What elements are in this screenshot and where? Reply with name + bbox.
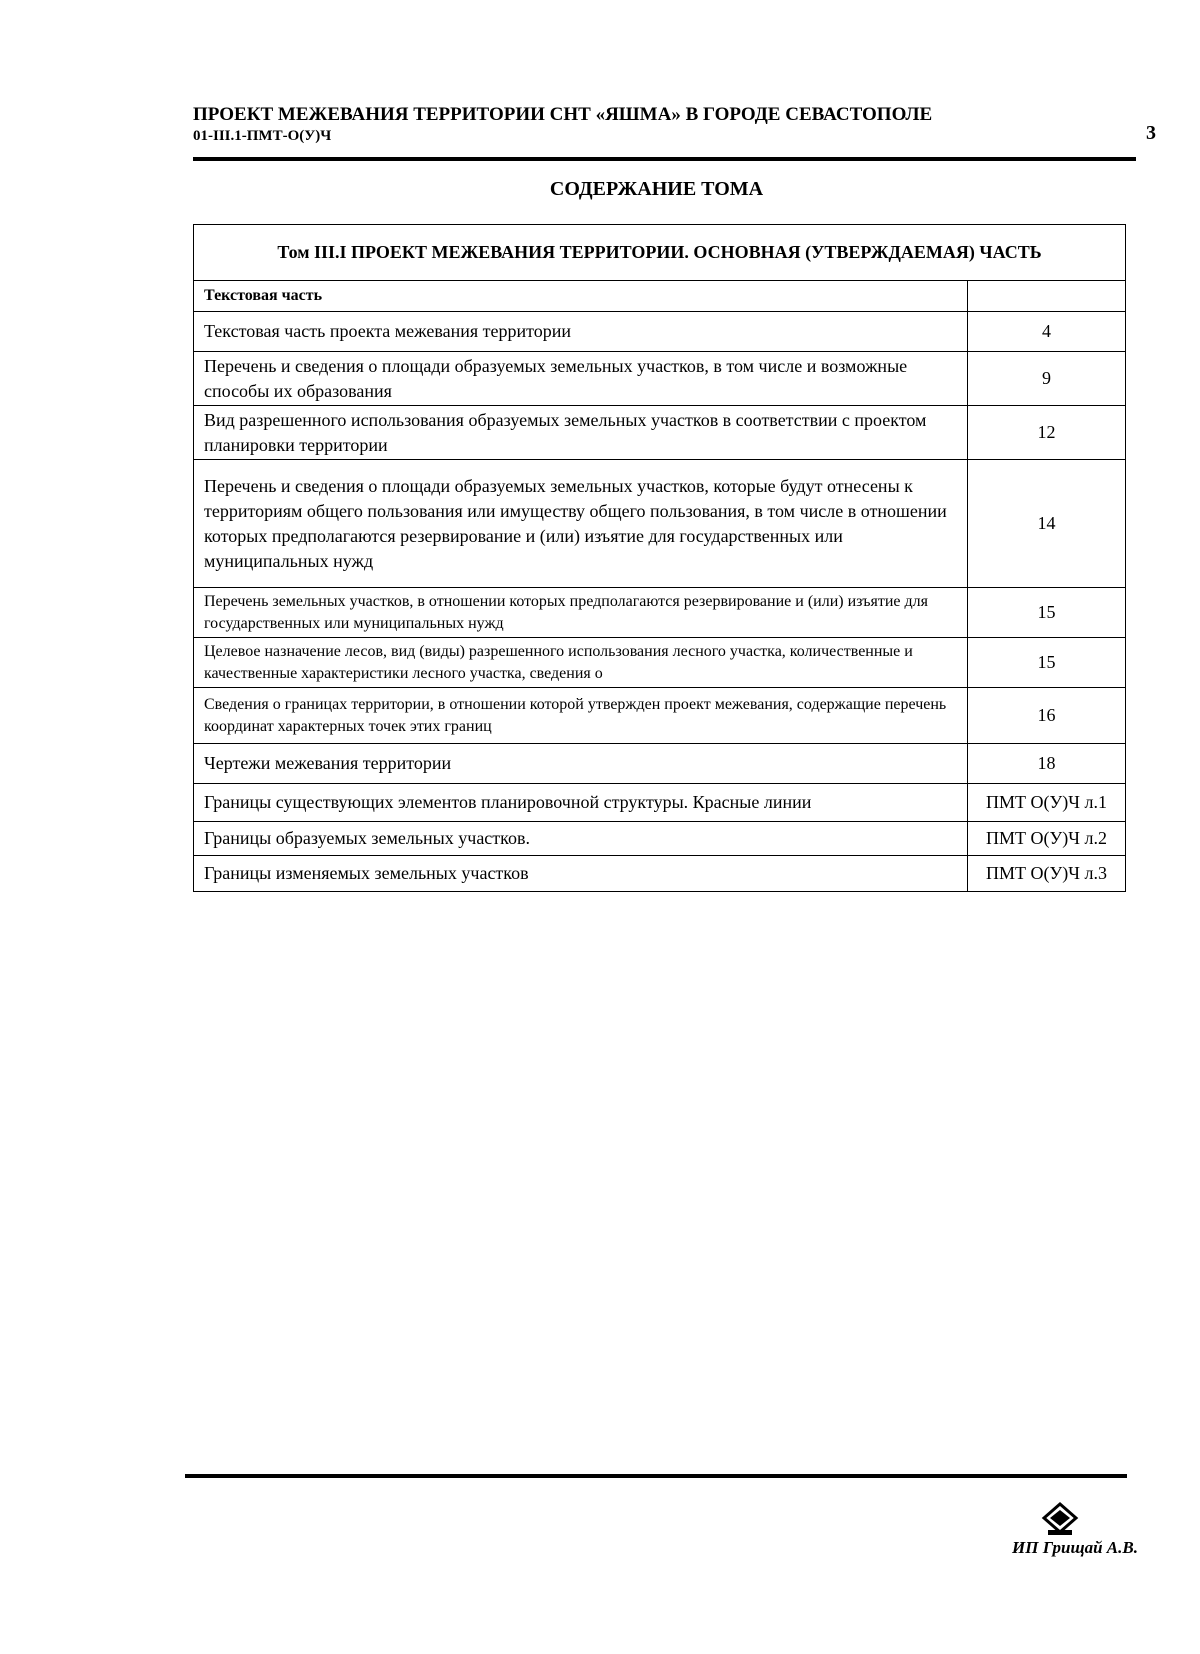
table-row (194, 856, 1126, 892)
company-logo-icon (1040, 1502, 1080, 1543)
row-title: Перечень и сведения о площади образуемых земельных участков, которые будут отнесены к территориям общего пользования или имуществу общего пользования, в том числе в отношении которых предполагаются резервирование и (или) изъятие для государственных или муниципальных нужд (194, 460, 968, 588)
table-row (194, 406, 1126, 460)
row-title: Перечень и сведения о площади образуемых земельных участков, в том числе и возможные способы их образования (194, 352, 968, 406)
row-page: 12 (968, 406, 1126, 460)
contents-table (193, 224, 1126, 892)
table-row (194, 638, 1126, 688)
section-page-empty (968, 281, 1126, 312)
section-label: Текстовая часть (194, 281, 968, 312)
table-row (194, 822, 1126, 856)
row-page: ПМТ О(У)Ч л.1 (968, 784, 1126, 822)
row-page: 16 (968, 688, 1126, 744)
company-signature: ИП Грищай А.В. (1012, 1538, 1138, 1557)
row-title: Чертежи межевания территории (194, 744, 968, 784)
row-page: 14 (968, 460, 1126, 588)
volume-title: Том III.I ПРОЕКТ МЕЖЕВАНИЯ ТЕРРИТОРИИ. ОСНОВНАЯ (УТВЕРЖДАЕМАЯ) ЧАСТЬ (194, 225, 1126, 281)
page-number: 3 (1146, 122, 1156, 144)
table-row (194, 312, 1126, 352)
table-volume-row (194, 225, 1126, 281)
row-page: 4 (968, 312, 1126, 352)
table-row (194, 460, 1126, 588)
table-row (194, 744, 1126, 784)
row-page: ПМТ О(У)Ч л.3 (968, 856, 1126, 892)
row-page: 15 (968, 638, 1126, 688)
document-code: 01-III.1-ПМТ-О(У)Ч (193, 128, 332, 144)
document-header (193, 104, 1136, 146)
table-row (194, 784, 1126, 822)
table-row (194, 352, 1126, 406)
table-section-row (194, 281, 1126, 312)
row-page: ПМТ О(У)Ч л.2 (968, 822, 1126, 856)
row-title: Сведения о границах территории, в отношении которой утвержден проект межевания, содержащие перечень координат характерных точек этих границ (194, 688, 968, 744)
row-title: Вид разрешенного использования образуемых земельных участков в соответствии с проектом планировки территории (194, 406, 968, 460)
contents-heading: СОДЕРЖАНИЕ ТОМА (549, 178, 764, 200)
row-page: 18 (968, 744, 1126, 784)
row-title: Перечень земельных участков, в отношении которых предполагаются резервирование и (или) изъятие для государственных или муниципальных нужд (194, 588, 968, 638)
table-row (194, 688, 1126, 744)
row-title: Текстовая часть проекта межевания территории (194, 312, 968, 352)
footer-divider (185, 1474, 1127, 1478)
row-page: 9 (968, 352, 1126, 406)
header-divider (193, 157, 1136, 161)
row-title: Границы изменяемых земельных участков (194, 856, 968, 892)
row-title: Границы существующих элементов планировочной структуры. Красные линии (194, 784, 968, 822)
row-page: 15 (968, 588, 1126, 638)
row-title: Границы образуемых земельных участков. (194, 822, 968, 856)
document-title: ПРОЕКТ МЕЖЕВАНИЯ ТЕРРИТОРИИ СНТ «ЯШМА» В ГОРОДЕ СЕВАСТОПОЛЕ (193, 104, 933, 125)
table-row (194, 588, 1126, 638)
row-title: Целевое назначение лесов, вид (виды) разрешенного использования лесного участка, количественные и качественные характеристики лесного участка, сведения о (194, 638, 968, 688)
